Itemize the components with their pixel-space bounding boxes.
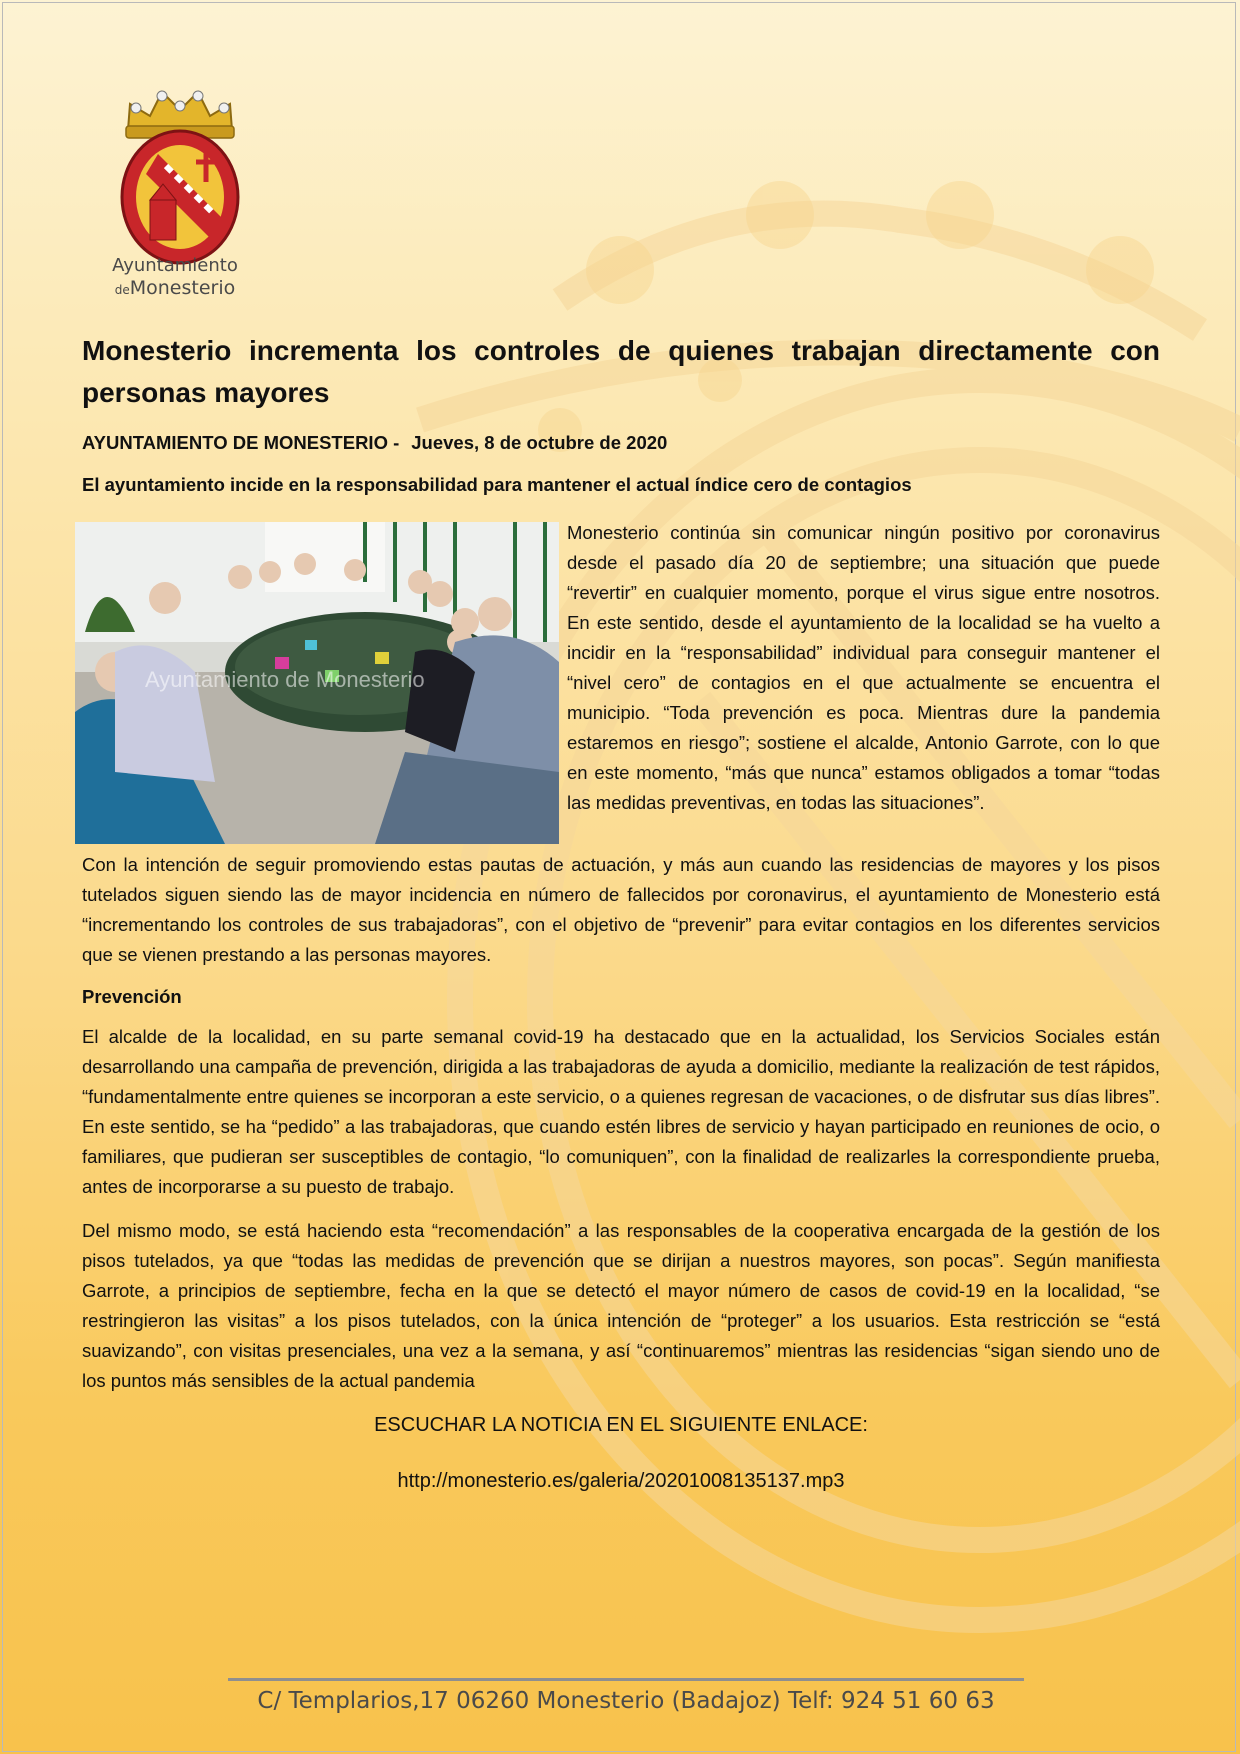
svg-text:Ayuntamiento de Monesterio: Ayuntamiento de Monesterio xyxy=(145,667,425,692)
logo-line-2: deMonesterio xyxy=(114,277,236,299)
paragraph-1: Monesterio continúa sin comunicar ningún positivo por coronavirus desde el pasado día 20 de septiembre; una situación que puede “revertir” en cualquier momento, porque el virus sigue entre nosotros. En este sentido, desde el ayuntamiento de la localidad se ha vuelto a incidir en la “responsabilidad” individual para conseguir mantener el “nivel cero” de contagios en el que actualmente se encuentra el municipio. “Toda prevención es poca. Mientras dure la pandemia estaremos en riesgo”; sostiene el alcalde, Antonio Garrote, con lo que en este momento, “más que nunca” estamos obligados a tomar “todas las medidas preventivas, en todas las situaciones”. xyxy=(567,522,1160,813)
paragraph-2: Con la intención de seguir promoviendo estas pautas de actuación, y más aun cuando las residencias de mayores y los pisos tutelados siguen siendo las de mayor incidencia en número de fallecidos por coronavirus, el ayuntamiento de Monesterio está “incrementando los controles de sus trabajadoras”, con el objetivo de “prevenir” para evitar contagios en los diferentes servicios que se vienen prestando a las personas mayores. xyxy=(82,854,1160,965)
article xyxy=(82,330,1160,1496)
article-source: AYUNTAMIENTO DE MONESTERIO - xyxy=(82,432,400,453)
audio-link[interactable]: http://monesterio.es/galeria/20201008135137.mp3 xyxy=(397,1470,845,1492)
logo-line-1: Ayuntamiento xyxy=(112,255,238,276)
article-date: Jueves, 8 de octubre de 2020 xyxy=(411,432,668,453)
article-photo xyxy=(75,522,559,844)
listen-call-to-action: ESCUCHAR LA NOTICIA EN EL SIGUIENTE ENLACE: xyxy=(374,1414,868,1436)
article-title: Monesterio incrementa los controles de quienes trabajan directamente con personas mayores xyxy=(82,335,1160,408)
section-title-prevencion: Prevención xyxy=(82,986,182,1007)
footer-address: C/ Templarios,17 06260 Monesterio (Badajoz) Telf: 924 51 60 63 xyxy=(257,1688,995,1714)
article-subtitle: El ayuntamiento incide en la responsabilidad para mantener el actual índice cero de contagios xyxy=(82,474,912,495)
section-paragraph-1: El alcalde de la localidad, en su parte semanal covid-19 ha destacado que en la actualidad, los Servicios Sociales están desarrollando una campaña de prevención, dirigida a las trabajadoras de ayuda a domicilio, mediante la realización de test rápidos, “fundamentalmente entre quienes se incorporan a este servicio, o a quienes regresan de vacaciones, o de disfrutar sus días libres”. En este sentido, se ha “pedido” a las trabajadoras, que cuando estén libres de servicio y hayan participado en reuniones de ocio, o familiares, que pudieran ser susceptibles de contagio, “lo comuniquen”, con la finalidad de realizarles la correspondiente prueba, antes de incorporarse a su puesto de trabajo. xyxy=(82,1026,1160,1197)
footer-divider xyxy=(228,1678,1024,1681)
section-paragraph-2: Del mismo modo, se está haciendo esta “recomendación” a las responsables de la cooperativa encargada de la gestión de los pisos tutelados, ya que “todas las medidas de prevención que se dirijan a nuestros mayores, son pocas”. Según manifiesta Garrote, a principios de septiembre, fecha en la que se detectó el mayor número de casos de covid-19 en la localidad, “se restringieron las visitas” a los pisos tutelados, con la única intención de “proteger” a los usuarios. Esta restricción se “está suavizando”, con visitas presenciales, una vez a la semana, y así “continuaremos” mientras las residencias “sigan siendo uno de los puntos más sensibles de la actual pandemia xyxy=(82,1220,1160,1391)
logo-text xyxy=(100,255,250,301)
article-byline xyxy=(82,432,1160,454)
